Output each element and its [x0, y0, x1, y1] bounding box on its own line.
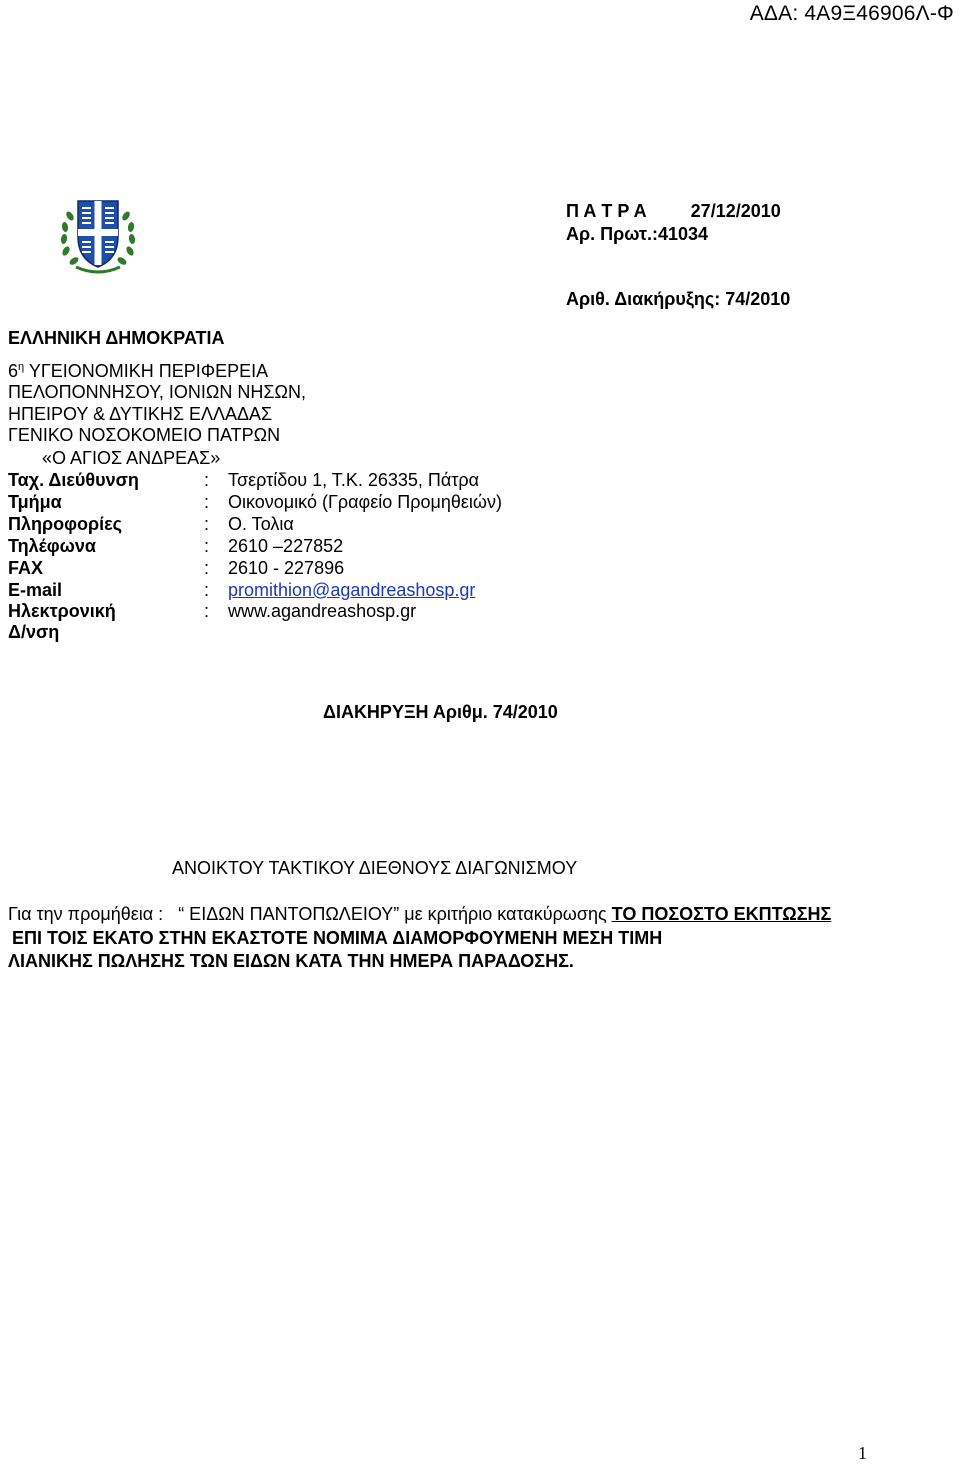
- declaration-number: Αριθ. Διακήρυξης: 74/2010: [566, 289, 791, 309]
- organization-line-1: [8, 361, 268, 382]
- city-name: Π Α Τ Ρ Α: [566, 201, 647, 221]
- greek-coat-of-arms-icon: [58, 193, 138, 279]
- department-value: Οικονομικό (Γραφείο Προμηθειών): [228, 492, 502, 512]
- organization-title: ΕΛΛΗΝΙΚΗ ΔΗΜΟΚΡΑΤΙΑ: [8, 328, 225, 348]
- region-ordinal: η: [18, 361, 25, 373]
- website-label: [8, 601, 116, 643]
- website-value: www.agandreashosp.gr: [228, 601, 417, 621]
- organization-line-5: «Ο ΑΓΙΟΣ ΑΝΔΡΕΑΣ»: [42, 448, 221, 468]
- website-label-line-2: Δ/νση: [8, 622, 60, 642]
- website-label-line-1: Ηλεκτρονική: [8, 601, 116, 621]
- colon: :: [204, 580, 210, 600]
- page-number: 1: [858, 1443, 867, 1463]
- email-label: E-mail: [8, 580, 63, 600]
- region-number: 6: [8, 361, 19, 381]
- fax-label: FAX: [8, 558, 44, 578]
- procurement-line-2: ΕΠΙ ΤΟΙΣ ΕΚΑΤΟ ΣΤΗΝ ΕΚΑΣΤΟΤΕ ΝΟΜΙΜΑ ΔΙΑΜΟΡΦΟΥΜΕΝΗ ΜΕΣΗ ΤΙΜΗ: [12, 928, 663, 948]
- address-value: Τσερτίδου 1, Τ.Κ. 26335, Πάτρα: [228, 470, 480, 490]
- phones-value: 2610 –227852: [228, 536, 344, 556]
- colon: :: [204, 558, 210, 578]
- ada-watermark: ΑΔΑ: 4Α9Ξ46906Λ-Φ: [749, 2, 954, 25]
- organization-line-4: ΓΕΝΙΚΟ ΝΟΣΟΚΟΜΕΙΟ ΠΑΤΡΩΝ: [8, 425, 281, 445]
- colon: :: [204, 601, 210, 621]
- address-label: Ταχ. Διεύθυνση: [8, 470, 139, 490]
- fax-value: 2610 - 227896: [228, 558, 345, 578]
- region-name: ΥΓΕΙΟΝΟΜΙΚΗ ΠΕΡΙΦΕΡΕΙΑ: [24, 361, 269, 381]
- info-label: Πληροφορίες: [8, 514, 123, 534]
- declaration-heading: ΔΙΑΚΗΡΥΞΗ Αριθμ. 74/2010: [323, 702, 558, 722]
- procurement-line-3: ΛΙΑΝΙΚΗΣ ΠΩΛΗΣΗΣ ΤΩΝ ΕΙΔΩΝ ΚΑΤΑ ΤΗΝ ΗΜΕΡΑ ΠΑΡΑΔΟΣΗΣ.: [8, 951, 574, 971]
- department-label: Τμήμα: [8, 492, 62, 512]
- colon: :: [204, 470, 210, 490]
- colon: :: [204, 514, 210, 534]
- procurement-criterion-bold: ΤΟ ΠΟΣΟΣΤΟ ΕΚΠΤΩΣΗΣ: [611, 904, 832, 924]
- phones-label: Τηλέφωνα: [8, 536, 96, 556]
- city-date-line: [566, 201, 781, 222]
- tender-type-heading: ΑΝΟΙΚΤΟΥ ΤΑΚΤΙΚΟΥ ΔΙΕΘΝΟΥΣ ΔΙΑΓΩΝΙΣΜΟΥ: [172, 858, 578, 878]
- procurement-criterion: με κριτήριο κατακύρωσης: [404, 904, 612, 924]
- procurement-item: “ ΕΙΔΩΝ ΠΑΝΤΟΠΩΛΕΙΟΥ”: [178, 904, 405, 924]
- procurement-line-1: [8, 904, 831, 925]
- colon: :: [204, 536, 210, 556]
- colon: :: [204, 492, 210, 512]
- organization-line-3: ΗΠΕΙΡΟΥ & ΔΥΤΙΚΗΣ ΕΛΛΑΔΑΣ: [8, 404, 273, 424]
- document-date: 27/12/2010: [690, 201, 781, 221]
- procurement-prefix: Για την προμήθεια :: [8, 904, 164, 924]
- email-link[interactable]: promithion@agandreashosp.gr: [228, 580, 476, 600]
- info-value: Ο. Τολια: [228, 514, 294, 534]
- organization-line-2: ΠΕΛΟΠΟΝΝΗΣΟΥ, ΙΟΝΙΩΝ ΝΗΣΩΝ,: [8, 382, 306, 402]
- protocol-number: Αρ. Πρωτ.:41034: [566, 224, 709, 244]
